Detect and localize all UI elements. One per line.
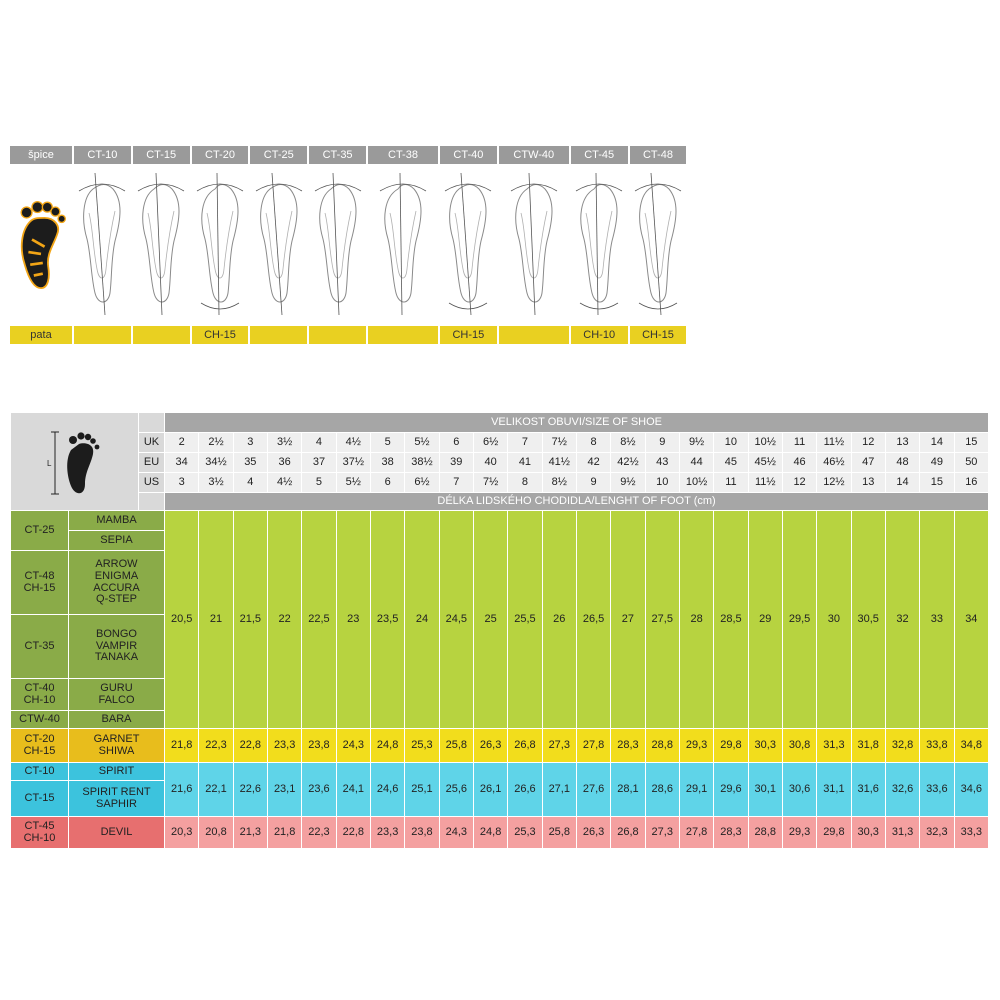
size-value: 5 — [302, 473, 336, 493]
last-outline-icon — [507, 169, 561, 319]
model-name: GARNET SHIWA — [69, 729, 165, 763]
size-value: 36 — [267, 453, 301, 473]
heel-row-label: pata — [10, 326, 74, 344]
foot-length-value: 23,1 — [267, 763, 301, 817]
foot-length-value: 30,3 — [748, 729, 782, 763]
size-value: 2 — [165, 433, 199, 453]
foot-length-value: 27,5 — [645, 511, 679, 729]
foot-length-value: 28 — [679, 511, 713, 729]
foot-length-value: 30,1 — [748, 763, 782, 817]
size-value: 7½ — [473, 473, 507, 493]
last-shape-chart — [10, 146, 722, 344]
foot-length-graphic — [11, 413, 139, 511]
foot-length-value: 27,3 — [542, 729, 576, 763]
model-name: SEPIA — [69, 531, 165, 551]
last-outline-icon — [376, 169, 430, 319]
foot-length-value: 26,5 — [576, 511, 610, 729]
size-value: 3½ — [267, 433, 301, 453]
foot-length-value: 33,3 — [954, 817, 989, 849]
size-of-shoe-title: VELIKOST OBUVI/SIZE OF SHOE — [165, 413, 989, 433]
heel-label-ct-15 — [133, 326, 192, 344]
foot-length-value: 24,8 — [473, 817, 507, 849]
model-name: SPIRIT — [69, 763, 165, 781]
size-value: 34½ — [199, 453, 233, 473]
size-blank-cell — [139, 413, 165, 433]
heel-label-ctw-40 — [499, 326, 571, 344]
last-code: CT-40 CH-10 — [11, 679, 69, 711]
size-value: 35 — [233, 453, 267, 473]
last-outline-icon — [75, 169, 129, 319]
foot-length-value: 22,3 — [199, 729, 233, 763]
size-value: 11½ — [817, 433, 851, 453]
foot-length-value: 31,1 — [817, 763, 851, 817]
foot-length-value: 27,6 — [576, 763, 610, 817]
size-value: 9½ — [679, 433, 713, 453]
foot-length-value: 30 — [817, 511, 851, 729]
model-name: SPIRIT RENT SAPHIR — [69, 781, 165, 817]
foot-length-value: 33,6 — [920, 763, 954, 817]
foot-length-value: 28,1 — [611, 763, 645, 817]
foot-length-value: 26 — [542, 511, 576, 729]
toe-label-ct-45: CT-45 — [571, 146, 630, 164]
size-value: 7½ — [542, 433, 576, 453]
size-value: 39 — [439, 453, 473, 473]
size-value: 2½ — [199, 433, 233, 453]
toe-label-ct-15: CT-15 — [133, 146, 192, 164]
size-value: 8 — [508, 473, 542, 493]
size-value: 13 — [851, 473, 885, 493]
length-title-row — [11, 493, 989, 511]
size-value: 8½ — [611, 433, 645, 453]
size-value: 9½ — [611, 473, 645, 493]
foot-length-value: 30,5 — [851, 511, 885, 729]
last-code: CT-10 — [11, 763, 69, 781]
size-value: 6 — [439, 433, 473, 453]
foot-length-value: 25,3 — [405, 729, 439, 763]
foot-length-value: 21,6 — [165, 763, 199, 817]
size-value: 45 — [714, 453, 748, 473]
foot-length-value: 27,3 — [645, 817, 679, 849]
last-outline-icon — [441, 169, 495, 319]
model-name: DEVIL — [69, 817, 165, 849]
foot-logo — [10, 164, 74, 324]
foot-length-value: 21,8 — [267, 817, 301, 849]
toe-label-ctw-40: CTW-40 — [499, 146, 571, 164]
size-value: 12½ — [817, 473, 851, 493]
size-value: 41½ — [542, 453, 576, 473]
size-system-label: US — [139, 473, 165, 493]
last-outline-ct-45 — [571, 164, 630, 324]
last-code: CT-35 — [11, 615, 69, 679]
foot-length-value: 31,3 — [817, 729, 851, 763]
size-value: 43 — [645, 453, 679, 473]
size-value: 5½ — [336, 473, 370, 493]
size-value: 46 — [782, 453, 816, 473]
size-value: 5½ — [405, 433, 439, 453]
foot-length-value: 25,8 — [542, 817, 576, 849]
model-name: BONGO VAMPIR TANAKA — [69, 615, 165, 679]
size-value: 11½ — [748, 473, 782, 493]
size-value: 10½ — [748, 433, 782, 453]
foot-length-value: 22,6 — [233, 763, 267, 817]
size-value: 14 — [885, 473, 919, 493]
last-code: CT-20 CH-15 — [11, 729, 69, 763]
size-value: 6 — [370, 473, 404, 493]
foot-length-value: 20,8 — [199, 817, 233, 849]
foot-length-value: 29,6 — [714, 763, 748, 817]
last-outline-ct-38 — [368, 164, 440, 324]
foot-length-value: 29,8 — [817, 817, 851, 849]
size-value: 14 — [920, 433, 954, 453]
size-value: 11 — [782, 433, 816, 453]
toe-label-ct-25: CT-25 — [250, 146, 309, 164]
last-code: CT-15 — [11, 781, 69, 817]
foot-length-value: 24 — [405, 511, 439, 729]
last-outline-icon — [631, 169, 685, 319]
last-code: CT-25 — [11, 511, 69, 551]
foot-length-value: 29 — [748, 511, 782, 729]
foot-length-value: 28,5 — [714, 511, 748, 729]
foot-length-value: 23 — [336, 511, 370, 729]
foot-length-value: 27,1 — [542, 763, 576, 817]
foot-length-value: 34,8 — [954, 729, 989, 763]
size-value: 13 — [885, 433, 919, 453]
foot-length-value: 22,8 — [336, 817, 370, 849]
size-value: 9 — [645, 433, 679, 453]
size-blank-cell — [139, 493, 165, 511]
size-value: 11 — [714, 473, 748, 493]
toe-label-ct-38: CT-38 — [368, 146, 440, 164]
foot-length-value: 26,3 — [473, 729, 507, 763]
foot-length-value: 23,3 — [370, 817, 404, 849]
size-value: 7 — [439, 473, 473, 493]
size-value: 37 — [302, 453, 336, 473]
size-value: 41 — [508, 453, 542, 473]
foot-length-value: 21,3 — [233, 817, 267, 849]
foot-length-value: 29,3 — [679, 729, 713, 763]
size-value: 10 — [645, 473, 679, 493]
size-value: 16 — [954, 473, 989, 493]
size-value: 44 — [679, 453, 713, 473]
foot-length-value: 25,8 — [439, 729, 473, 763]
size-value: 4 — [302, 433, 336, 453]
size-value: 38 — [370, 453, 404, 473]
size-value: 38½ — [405, 453, 439, 473]
last-outline-ctw-40 — [499, 164, 571, 324]
size-value: 6½ — [405, 473, 439, 493]
foot-length-value: 28,6 — [645, 763, 679, 817]
model-name: ARROW ENIGMA ACCURA Q-STEP — [69, 551, 165, 615]
foot-length-value: 34,6 — [954, 763, 989, 817]
model-name: BARA — [69, 711, 165, 729]
foot-length-value: 29,5 — [782, 511, 816, 729]
toe-row-label: špice — [10, 146, 74, 164]
size-value: 9 — [576, 473, 610, 493]
toe-label-ct-35: CT-35 — [309, 146, 368, 164]
size-value: 42 — [576, 453, 610, 473]
foot-length-value: 23,8 — [405, 817, 439, 849]
last-outline-ct-15 — [133, 164, 192, 324]
toe-label-ct-48: CT-48 — [630, 146, 689, 164]
size-row-uk — [11, 433, 989, 453]
foot-length-value: 23,8 — [302, 729, 336, 763]
foot-length-value: 23,6 — [302, 763, 336, 817]
size-value: 37½ — [336, 453, 370, 473]
foot-length-value: 23,3 — [267, 729, 301, 763]
size-value: 8 — [576, 433, 610, 453]
cyan-row — [11, 763, 989, 781]
green-row — [11, 511, 989, 531]
last-outline-icon — [134, 169, 188, 319]
size-value: 42½ — [611, 453, 645, 473]
size-value: 5 — [370, 433, 404, 453]
heel-row — [10, 326, 722, 344]
model-name: MAMBA — [69, 511, 165, 531]
foot-length-value: 21,5 — [233, 511, 267, 729]
foot-length-value: 25,5 — [508, 511, 542, 729]
size-value: 48 — [885, 453, 919, 473]
foot-length-value: 24,8 — [370, 729, 404, 763]
size-value: 3½ — [199, 473, 233, 493]
foot-length-value: 27,8 — [576, 729, 610, 763]
foot-length-value: 21,8 — [165, 729, 199, 763]
last-outline-ct-48 — [630, 164, 689, 324]
foot-length-value: 29,3 — [782, 817, 816, 849]
foot-length-value: 30,8 — [782, 729, 816, 763]
last-code: CTW-40 — [11, 711, 69, 729]
pink-row — [11, 817, 989, 849]
size-value: 3 — [233, 433, 267, 453]
foot-length-value: 22 — [267, 511, 301, 729]
foot-length-value: 31,6 — [851, 763, 885, 817]
heel-label-ct-45: CH-10 — [571, 326, 630, 344]
foot-length-value: 30,3 — [851, 817, 885, 849]
size-value: 8½ — [542, 473, 576, 493]
size-value: 46½ — [817, 453, 851, 473]
foot-logo-icon — [14, 169, 68, 319]
size-system-label: EU — [139, 453, 165, 473]
foot-length-value: 24,5 — [439, 511, 473, 729]
size-value: 7 — [508, 433, 542, 453]
foot-length-icon — [45, 420, 105, 500]
size-value: 12 — [782, 473, 816, 493]
heel-label-ct-48: CH-15 — [630, 326, 689, 344]
toe-label-ct-20: CT-20 — [192, 146, 251, 164]
foot-length-value: 32,8 — [885, 729, 919, 763]
last-code: CT-48 CH-15 — [11, 551, 69, 615]
size-row-eu — [11, 453, 989, 473]
length-letter: L — [46, 458, 51, 468]
last-outline-icon — [572, 169, 626, 319]
toe-header-row — [10, 146, 722, 164]
foot-length-value: 25,3 — [508, 817, 542, 849]
size-conversion-table — [10, 412, 989, 849]
toe-label-ct-40: CT-40 — [440, 146, 499, 164]
size-value: 10 — [714, 433, 748, 453]
size-value: 50 — [954, 453, 989, 473]
size-value: 4 — [233, 473, 267, 493]
size-value: 6½ — [473, 433, 507, 453]
heel-label-ct-10 — [74, 326, 133, 344]
size-value: 47 — [851, 453, 885, 473]
foot-length-value: 25,6 — [439, 763, 473, 817]
foot-length-value: 20,5 — [165, 511, 199, 729]
heel-label-ct-35 — [309, 326, 368, 344]
yellow-row — [11, 729, 989, 763]
foot-length-value: 27 — [611, 511, 645, 729]
foot-length-value: 31,3 — [885, 817, 919, 849]
last-outline-ct-20 — [192, 164, 251, 324]
heel-label-ct-25 — [250, 326, 309, 344]
foot-length-value: 32,3 — [920, 817, 954, 849]
foot-length-value: 32 — [885, 511, 919, 729]
size-value: 49 — [920, 453, 954, 473]
model-name: GURU FALCO — [69, 679, 165, 711]
foot-length-value: 20,3 — [165, 817, 199, 849]
foot-length-value: 26,3 — [576, 817, 610, 849]
foot-length-value: 24,3 — [336, 729, 370, 763]
foot-length-value: 21 — [199, 511, 233, 729]
size-value: 15 — [954, 433, 989, 453]
last-code: CT-45 CH-10 — [11, 817, 69, 849]
foot-length-value: 28,3 — [714, 817, 748, 849]
foot-length-value: 26,8 — [508, 729, 542, 763]
foot-length-value: 26,8 — [611, 817, 645, 849]
foot-length-value: 30,6 — [782, 763, 816, 817]
foot-length-value: 32,6 — [885, 763, 919, 817]
last-outline-ct-25 — [250, 164, 309, 324]
last-outline-ct-35 — [309, 164, 368, 324]
size-value: 12 — [851, 433, 885, 453]
foot-length-value: 24,6 — [370, 763, 404, 817]
heel-label-ct-38 — [368, 326, 440, 344]
size-value: 34 — [165, 453, 199, 473]
foot-length-value: 29,1 — [679, 763, 713, 817]
size-title-row — [11, 413, 989, 433]
foot-length-value: 33,8 — [920, 729, 954, 763]
size-system-label: UK — [139, 433, 165, 453]
last-outline-icon — [311, 169, 365, 319]
length-of-foot-title: DÉLKA LIDSKÉHO CHODIDLA/LENGHT OF FOOT (cm) — [165, 493, 989, 511]
foot-length-value: 25 — [473, 511, 507, 729]
foot-length-value: 26,6 — [508, 763, 542, 817]
last-outline-ct-40 — [440, 164, 499, 324]
last-outline-row — [10, 164, 722, 324]
size-value: 15 — [920, 473, 954, 493]
foot-length-value: 22,5 — [302, 511, 336, 729]
foot-length-value: 28,8 — [748, 817, 782, 849]
foot-length-value: 33 — [920, 511, 954, 729]
size-value: 4½ — [336, 433, 370, 453]
last-outline-icon — [193, 169, 247, 319]
size-table — [10, 412, 988, 852]
foot-length-value: 27,8 — [679, 817, 713, 849]
size-value: 4½ — [267, 473, 301, 493]
foot-length-value: 29,8 — [714, 729, 748, 763]
foot-length-value: 22,1 — [199, 763, 233, 817]
foot-length-value: 25,1 — [405, 763, 439, 817]
foot-length-value: 23,5 — [370, 511, 404, 729]
toe-label-ct-10: CT-10 — [74, 146, 133, 164]
foot-length-value: 31,8 — [851, 729, 885, 763]
heel-label-ct-40: CH-15 — [440, 326, 499, 344]
foot-length-value: 28,3 — [611, 729, 645, 763]
heel-label-ct-20: CH-15 — [192, 326, 251, 344]
foot-length-value: 24,3 — [439, 817, 473, 849]
foot-length-value: 22,3 — [302, 817, 336, 849]
foot-length-value: 26,1 — [473, 763, 507, 817]
size-value: 3 — [165, 473, 199, 493]
last-outline-ct-10 — [74, 164, 133, 324]
foot-length-value: 28,8 — [645, 729, 679, 763]
size-value: 45½ — [748, 453, 782, 473]
size-value: 40 — [473, 453, 507, 473]
foot-length-value: 34 — [954, 511, 989, 729]
foot-length-value: 22,8 — [233, 729, 267, 763]
last-outline-icon — [252, 169, 306, 319]
size-row-us — [11, 473, 989, 493]
size-value: 10½ — [679, 473, 713, 493]
foot-length-value: 24,1 — [336, 763, 370, 817]
